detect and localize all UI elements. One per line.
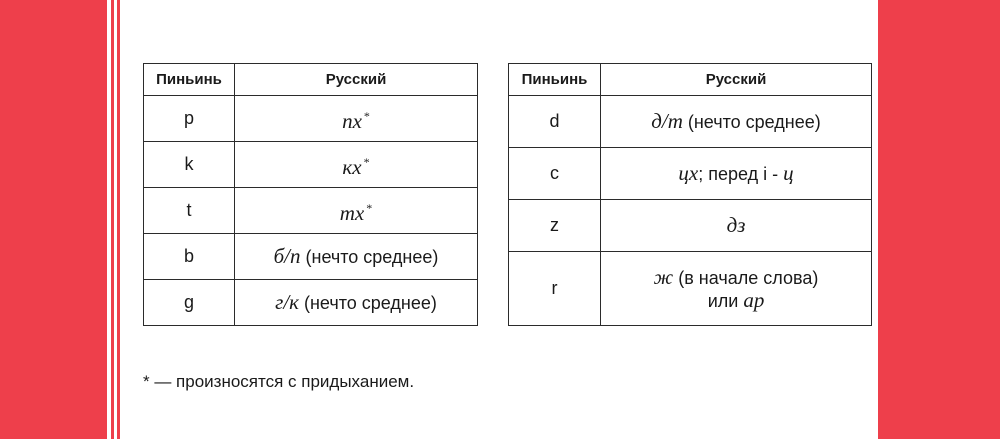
- russian-italic: д/т: [651, 109, 683, 133]
- header-russian: Русский: [235, 64, 478, 96]
- table-header-row: [144, 64, 478, 96]
- header-russian: Русский: [601, 64, 872, 96]
- table-row: [144, 234, 478, 280]
- header-pinyin: Пиньинь: [509, 64, 601, 96]
- russian-italic: дз: [726, 213, 746, 237]
- pinyin-cell: p: [144, 96, 235, 142]
- russian-italic: цх: [678, 161, 699, 185]
- russian-plain: или: [707, 290, 744, 311]
- russian-italic: ц: [783, 161, 794, 185]
- russian-italic: ар: [743, 287, 765, 312]
- russian-italic: г/к: [275, 290, 299, 314]
- pinyin-cell: g: [144, 280, 235, 326]
- russian-cell: [601, 148, 872, 200]
- header-pinyin: Пиньинь: [144, 64, 235, 96]
- left-white-line: [107, 0, 111, 439]
- pinyin-cell: k: [144, 142, 235, 188]
- pinyin-cell: r: [509, 252, 601, 326]
- aspiration-asterisk: *: [363, 108, 370, 123]
- russian-plain: (нечто среднее): [298, 293, 437, 313]
- pinyin-cell: d: [509, 96, 601, 148]
- russian-cell: [235, 96, 478, 142]
- aspiration-asterisk: *: [366, 200, 373, 215]
- russian-cell: [601, 96, 872, 148]
- russian-italic: ж: [653, 264, 674, 289]
- pinyin-cell: c: [509, 148, 601, 200]
- left-red-stripe: [0, 0, 120, 439]
- pinyin-table-left: [143, 63, 478, 326]
- table-row: [509, 96, 872, 148]
- table-row: [144, 96, 478, 142]
- russian-italic: б/п: [273, 244, 301, 268]
- russian-italic: тх: [339, 200, 365, 225]
- russian-cell: [601, 200, 872, 252]
- table-row: [144, 188, 478, 234]
- table-row: [144, 280, 478, 326]
- table-row: [509, 200, 872, 252]
- table-row: [509, 252, 872, 326]
- aspiration-asterisk: *: [363, 154, 370, 169]
- pinyin-cell: t: [144, 188, 235, 234]
- russian-italic: пх: [342, 108, 362, 133]
- pinyin-cell: z: [509, 200, 601, 252]
- russian-plain: (в начале слова): [673, 267, 819, 288]
- russian-cell: [235, 280, 478, 326]
- russian-plain: ; перед i -: [698, 164, 784, 184]
- footnote: * — произносятся с придыханием.: [143, 372, 415, 391]
- table-row: [144, 142, 478, 188]
- right-red-stripe: [878, 0, 1000, 439]
- russian-cell: [235, 188, 478, 234]
- pinyin-cell: b: [144, 234, 235, 280]
- russian-cell: [235, 234, 478, 280]
- russian-cell: [235, 142, 478, 188]
- table-row: [509, 148, 872, 200]
- russian-plain: (нечто среднее): [300, 247, 439, 267]
- russian-italic: кх: [342, 154, 362, 179]
- table-header-row: [509, 64, 872, 96]
- russian-cell: [601, 252, 872, 326]
- russian-plain: (нечто среднее): [682, 112, 821, 132]
- pinyin-table-right: [508, 63, 872, 326]
- left-white-line: [114, 0, 117, 439]
